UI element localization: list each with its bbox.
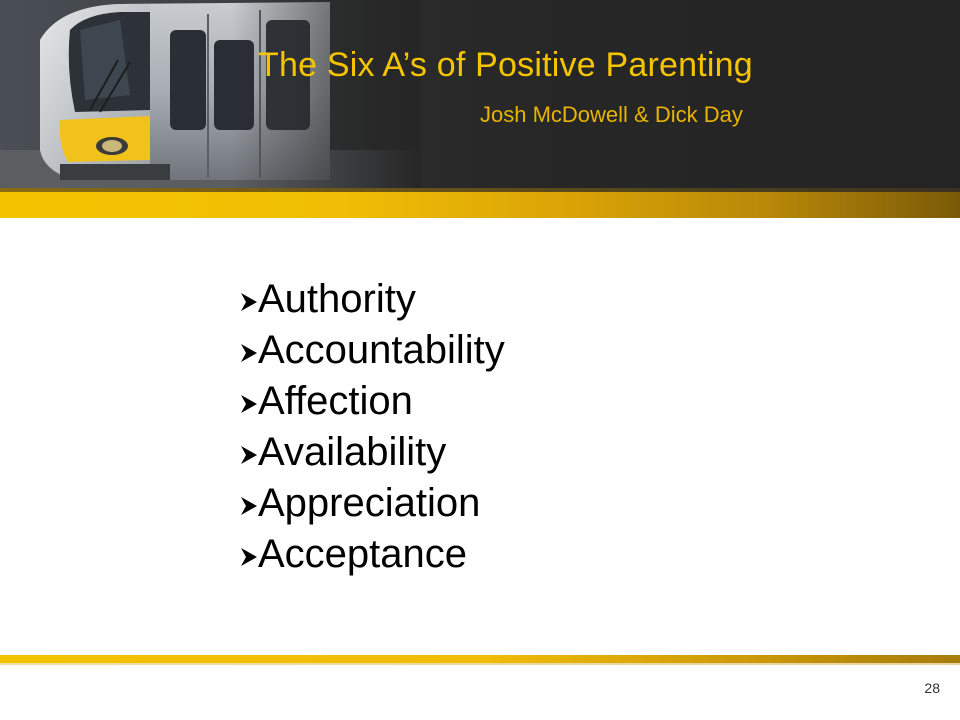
footer-line-shadow bbox=[0, 663, 960, 665]
bullet-label: Accountability bbox=[258, 328, 505, 372]
bullet-label: Appreciation bbox=[258, 481, 481, 525]
bullet-label: Acceptance bbox=[258, 532, 468, 576]
arrowhead-bullet-icon bbox=[240, 394, 258, 414]
header-accent-stripe bbox=[0, 192, 960, 218]
slide-number: 28 bbox=[924, 680, 940, 696]
list-item bbox=[240, 529, 505, 580]
bullet-label: Availability bbox=[258, 430, 447, 474]
list-item bbox=[240, 478, 505, 529]
arrowhead-bullet-icon bbox=[240, 496, 258, 516]
footer-accent-line bbox=[0, 655, 960, 663]
list-item bbox=[240, 274, 505, 325]
bullet-list bbox=[240, 274, 505, 580]
arrowhead-bullet-icon bbox=[240, 445, 258, 465]
arrowhead-bullet-icon bbox=[240, 547, 258, 567]
bullet-label: Affection bbox=[258, 379, 413, 423]
slide-title: The Six A’s of Positive Parenting bbox=[258, 46, 753, 84]
header-banner bbox=[0, 0, 960, 192]
list-item bbox=[240, 376, 505, 427]
list-item bbox=[240, 427, 505, 478]
bullet-label: Authority bbox=[258, 277, 416, 321]
arrowhead-bullet-icon bbox=[240, 343, 258, 363]
train-photo-icon bbox=[0, 0, 420, 192]
arrowhead-bullet-icon bbox=[240, 292, 258, 312]
list-item bbox=[240, 325, 505, 376]
slide-subtitle: Josh McDowell & Dick Day bbox=[480, 102, 743, 127]
